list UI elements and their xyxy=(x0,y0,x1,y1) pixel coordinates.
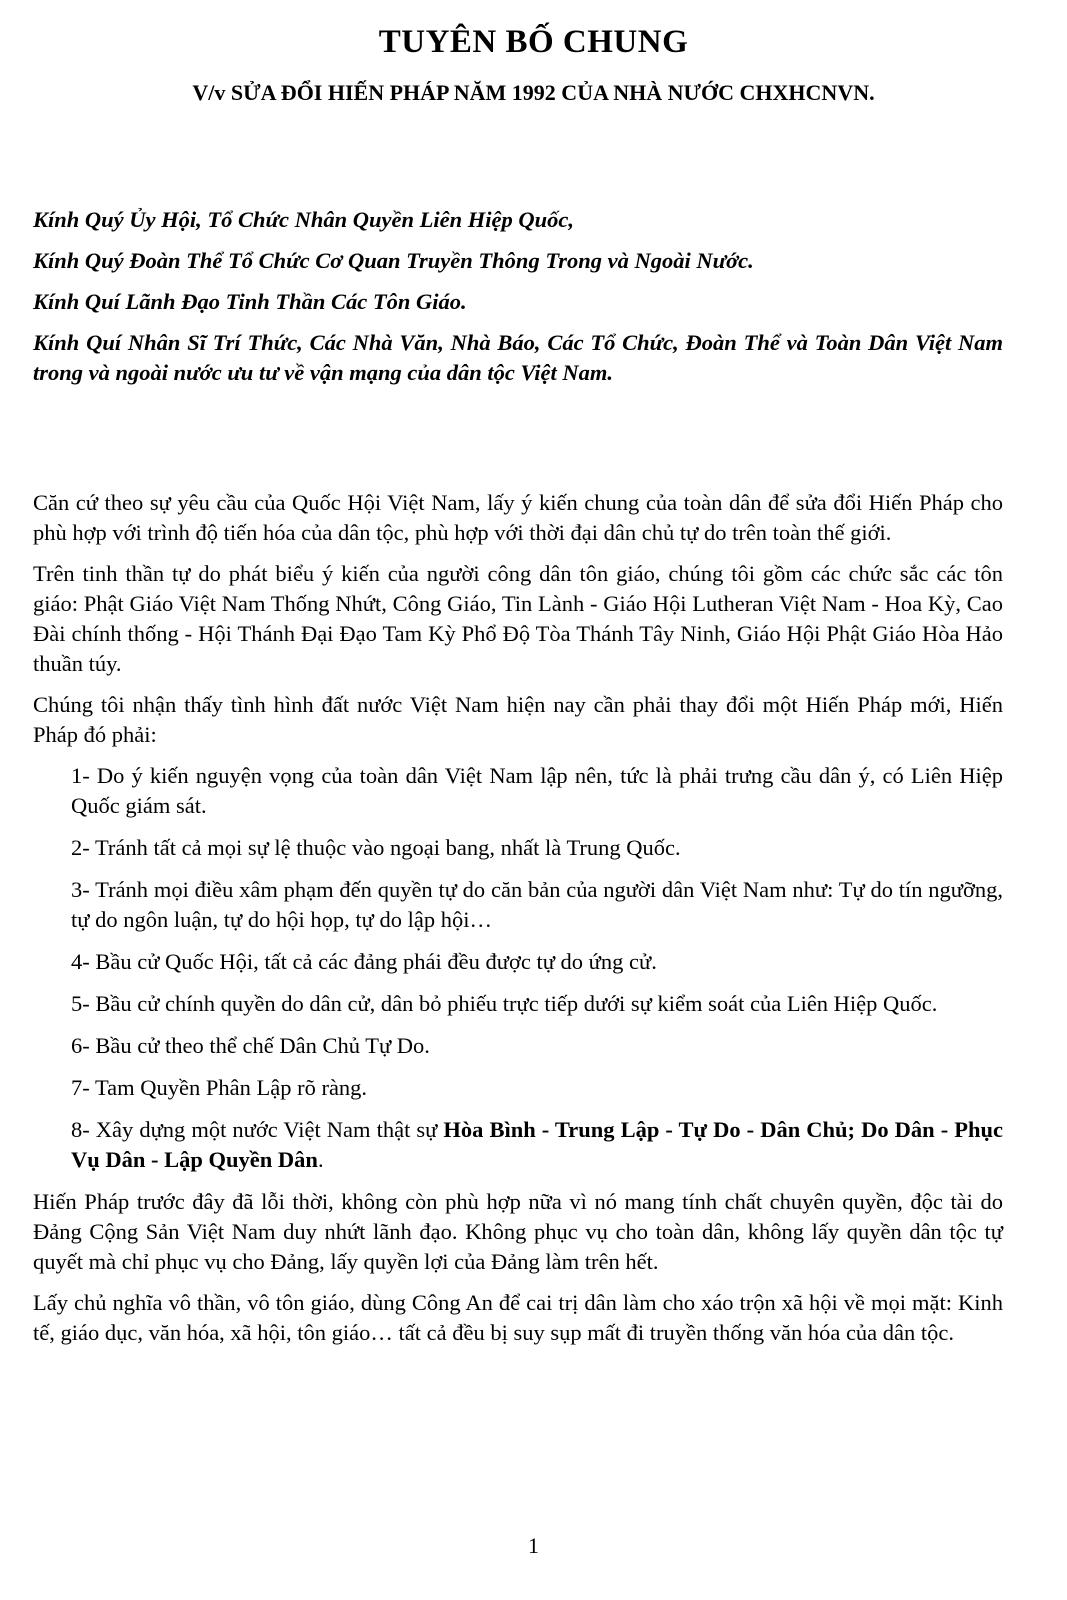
item8-prefix: 8- Xây dựng một nước Việt Nam thật sự xyxy=(71,1117,444,1142)
paragraph: Trên tinh thần tự do phát biểu ý kiến của người công dân tôn giáo, chúng tôi gồm các chức sắc các tôn giáo: Phật Giáo Việt Nam Thống Nhứt, Công Giáo, Tin Lành - Giáo Hội Lutheran Việt Nam - Hoa Kỳ, Cao Đài chính thống - Hội Thánh Đại Đạo Tam Kỳ Phổ Độ Tòa Thánh Tây Ninh, Giáo Hội Phật Giáo Hòa Hảo thuần túy. xyxy=(33,561,1003,676)
salutations-block xyxy=(33,205,1003,399)
list-item: 1- Do ý kiến nguyện vọng của toàn dân Việt Nam lập nên, tức là phải trưng cầu dân ý, có Liên Hiệp Quốc giám sát. xyxy=(71,763,1003,818)
paragraph: Lấy chủ nghĩa vô thần, vô tôn giáo, dùng Công An để cai trị dân làm cho xáo trộn xã hội về mọi mặt: Kinh tế, giáo dục, văn hóa, xã hội, tôn giáo… tất cả đều bị suy sụp mất đi truyền thống văn hóa của dân tộc. xyxy=(33,1290,1003,1345)
paragraph: Căn cứ theo sự yêu cầu của Quốc Hội Việt Nam, lấy ý kiến chung của toàn dân để sửa đổi Hiến Pháp cho phù hợp với trình độ tiến hóa của dân tộc, phù hợp với thời đại dân chủ tự do trên toàn thế giới. xyxy=(33,490,1003,545)
list-item: 3- Tránh mọi điều xâm phạm đến quyền tự do căn bản của người dân Việt Nam như: Tự do tín ngưỡng, tự do ngôn luận, tự do hội họp, tự do lập hội… xyxy=(71,877,1003,932)
list-item xyxy=(71,1115,1003,1175)
body-text xyxy=(33,488,1003,1359)
paragraph: Chúng tôi nhận thấy tình hình đất nước Việt Nam hiện nay cần phải thay đổi một Hiến Pháp mới, Hiến Pháp đó phải: xyxy=(33,692,1003,747)
salutation-line: Kính Quý Ủy Hội, Tổ Chức Nhân Quyền Liên Hiệp Quốc, xyxy=(33,207,575,232)
list-item: 7- Tam Quyền Phân Lập rõ ràng. xyxy=(71,1075,368,1100)
list-item: 4- Bầu cử Quốc Hội, tất cả các đảng phái đều được tự do ứng cử. xyxy=(71,949,657,974)
list-item: 2- Tránh tất cả mọi sự lệ thuộc vào ngoại bang, nhất là Trung Quốc. xyxy=(71,835,681,860)
page-number: 1 xyxy=(528,1533,539,1558)
item8-bold-text: Hòa Bình - Trung Lập - Tự Do - Dân Chủ; Do Dân - Phục Vụ Dân - Lập Quyền Dân xyxy=(71,1117,1003,1172)
page-title: TUYÊN BỐ CHUNG xyxy=(378,24,689,60)
salutation-line: Kính Quý Đoàn Thể Tổ Chức Cơ Quan Truyền Thông Trong và Ngoài Nước. xyxy=(33,248,754,273)
salutation-line: Kính Quí Lãnh Đạo Tinh Thần Các Tôn Giáo. xyxy=(33,289,467,314)
page-subtitle: V/v SỬA ĐỔI HIẾN PHÁP NĂM 1992 CỦA NHÀ NƯỚC CHXHCNVN. xyxy=(192,80,875,105)
paragraph: Hiến Pháp trước đây đã lỗi thời, không còn phù hợp nữa vì nó mang tính chất chuyên quyền, độc tài do Đảng Cộng Sản Việt Nam duy nhứt lãnh đạo. Không phục vụ cho toàn dân, không lấy quyền dân tộc tự quyết mà chỉ phục vụ cho Đảng, lấy quyền lợi của Đảng làm trên hết. xyxy=(33,1189,1003,1274)
list-item: 6- Bầu cử theo thể chế Dân Chủ Tự Do. xyxy=(71,1033,430,1058)
list-item: 5- Bầu cử chính quyền do dân cử, dân bỏ phiếu trực tiếp dưới sự kiểm soát của Liên Hiệp Quốc. xyxy=(71,991,938,1016)
salutation-line: Kính Quí Nhân Sĩ Trí Thức, Các Nhà Văn, Nhà Báo, Các Tổ Chức, Đoàn Thể và Toàn Dân Việt Nam trong và ngoài nước ưu tư về vận mạng của dân tộc Việt Nam. xyxy=(33,330,1003,385)
item8-suffix: . xyxy=(317,1147,324,1172)
